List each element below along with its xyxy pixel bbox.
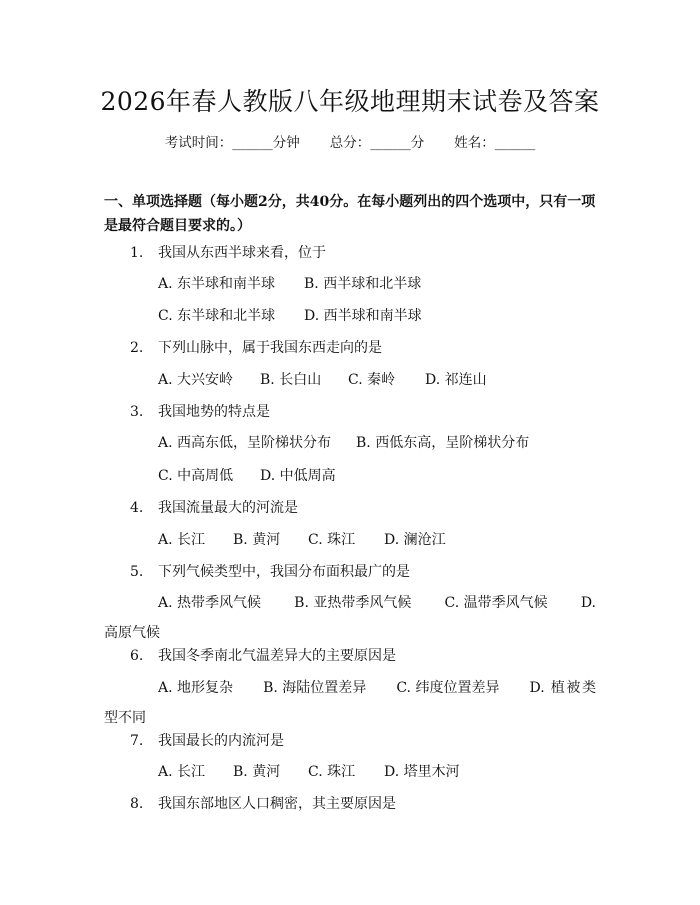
option-b: B. 西半球和北半球 <box>304 276 422 292</box>
option-b: B. 黄河 <box>233 532 281 548</box>
question-text: 我国从东西半球来看，位于 <box>158 245 326 261</box>
question-text: 下列山脉中，属于我国东西走向的是 <box>158 340 382 356</box>
option-b: B. 海陆位置差异 <box>263 680 367 696</box>
question-1-options-row-1 <box>158 274 421 294</box>
option-d: D. 澜沧江 <box>384 532 446 548</box>
option-a: A. 长江 <box>158 764 206 780</box>
option-c: C. 中高周低 <box>158 468 234 484</box>
exam-time-field: 考试时间：______分钟 <box>164 135 300 151</box>
question-1 <box>130 243 326 263</box>
option-b: B. 亚热带季风气候 <box>294 595 412 611</box>
question-text: 下列气候类型中，我国分布面积最广的是 <box>158 564 410 580</box>
question-5-options <box>104 588 596 648</box>
option-b: B. 黄河 <box>233 764 281 780</box>
question-number: 1. <box>130 245 144 261</box>
exam-info-line <box>0 131 700 151</box>
option-b: B. 长白山 <box>260 372 322 388</box>
question-number: 3. <box>130 404 144 420</box>
option-b: B. 西低东高，呈阶梯状分布 <box>356 435 530 451</box>
question-7-options <box>158 762 460 782</box>
page-title: 2026年春人教版八年级地理期末试卷及答案 <box>100 87 600 116</box>
question-4 <box>130 498 298 518</box>
option-d: D. 中低周高 <box>260 468 336 484</box>
option-c: C. 珠江 <box>308 764 356 780</box>
question-2-options <box>158 370 487 390</box>
student-name-field: 姓名：______ <box>454 135 536 151</box>
question-text: 我国最长的内流河是 <box>158 733 284 749</box>
question-number: 8. <box>130 796 144 812</box>
option-a: A. 长江 <box>158 532 206 548</box>
option-a: A. 热带季风气候 <box>158 595 262 611</box>
question-1-options-row-2 <box>158 306 422 326</box>
option-d: D. 西半球和南半球 <box>304 308 422 324</box>
question-text: 我国东部地区人口稠密，其主要原因是 <box>158 796 396 812</box>
question-number: 4. <box>130 500 144 516</box>
section-header: 一、单项选择题（每小题2分，共40分。在每小题列出的四个选项中，只有一项是最符合题目要求的。） <box>104 194 596 234</box>
question-8 <box>130 794 396 814</box>
question-3 <box>130 402 270 422</box>
question-number: 5. <box>130 564 144 580</box>
question-5 <box>130 562 410 582</box>
option-d: D. 塔里木河 <box>384 764 460 780</box>
option-a: A. 西高东低，呈阶梯状分布 <box>158 435 332 451</box>
option-a: A. 大兴安岭 <box>158 372 234 388</box>
option-d: D. 高原气候 <box>104 595 596 641</box>
option-d: D. 祁连山 <box>425 372 487 388</box>
question-text: 我国冬季南北气温差异大的主要原因是 <box>158 648 396 664</box>
question-7 <box>130 731 284 751</box>
option-a: A. 东半球和南半球 <box>158 276 276 292</box>
question-text: 我国流量最大的河流是 <box>158 500 298 516</box>
option-d: D. 植被类型不同 <box>104 680 596 726</box>
question-2 <box>130 338 382 358</box>
option-c: C. 温带季风气候 <box>444 595 548 611</box>
question-number: 6. <box>130 648 144 664</box>
question-3-options-row-2 <box>158 466 336 486</box>
question-text: 我国地势的特点是 <box>158 404 270 420</box>
option-c: C. 东半球和北半球 <box>158 308 276 324</box>
question-number: 2. <box>130 340 144 356</box>
option-c: C. 秦岭 <box>348 372 396 388</box>
total-score-field: 总分：______分 <box>329 135 425 151</box>
question-6 <box>130 646 396 666</box>
option-a: A. 地形复杂 <box>158 680 234 696</box>
question-number: 7. <box>130 733 144 749</box>
question-3-options-row-1 <box>158 433 529 453</box>
question-6-options <box>104 673 596 733</box>
question-4-options <box>158 530 446 550</box>
option-c: C. 珠江 <box>308 532 356 548</box>
option-c: C. 纬度位置差异 <box>396 680 500 696</box>
